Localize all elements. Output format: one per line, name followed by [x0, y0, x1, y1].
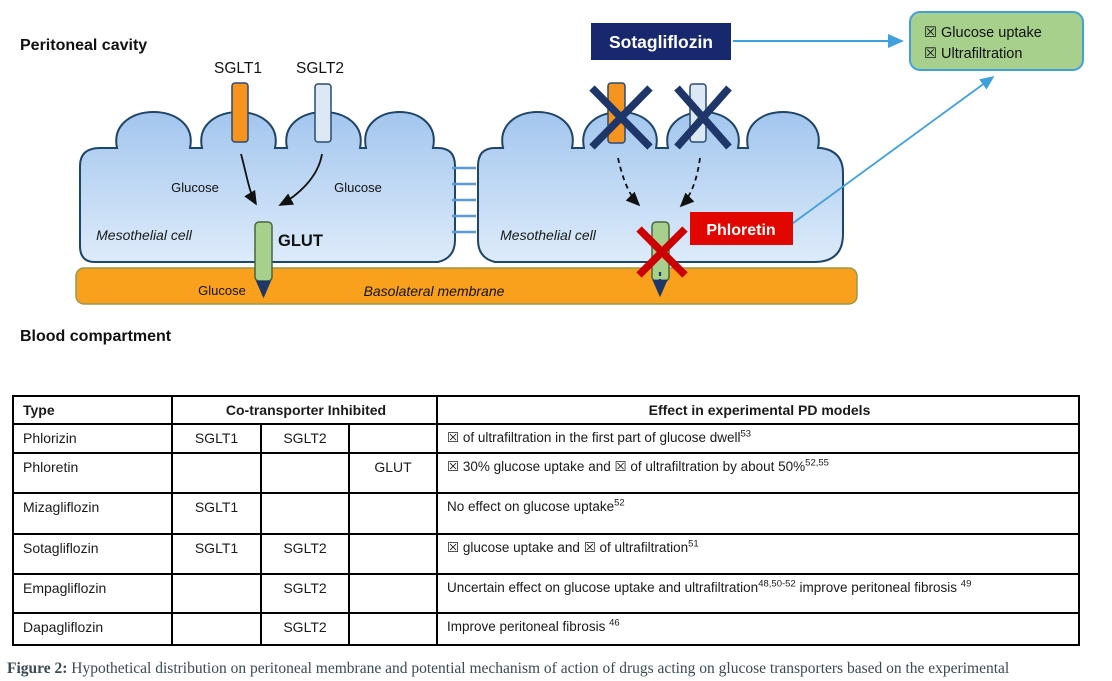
peritoneal-cavity-label: Peritoneal cavity: [20, 37, 148, 54]
table-row: [13, 424, 1079, 453]
mesothelial-cell-label-right: Mesothelial cell: [500, 227, 596, 243]
drug-effects-table: [12, 395, 1080, 646]
glut-label: GLUT: [278, 232, 323, 250]
glut-transporter-left: [255, 222, 272, 281]
table-row: [13, 574, 1079, 613]
sglt2-label: SGLT2: [296, 60, 344, 77]
outcome-line-ultrafiltration: ☒ Ultrafiltration: [924, 46, 1023, 62]
sotagliflozin-label: Sotagliflozin: [608, 32, 714, 52]
effect-cell: ☒ glucose uptake and ☒ of ultrafiltration$^{51}$: [437, 534, 1079, 574]
header-type: Type: [13, 396, 172, 424]
blood-compartment-label: Blood compartment: [20, 328, 172, 345]
effect-cell: ☒ 30% glucose uptake and ☒ of ultrafiltration by about 50%$^{52,55}$: [437, 453, 1079, 493]
inhibited-cell: GLUT: [349, 453, 437, 493]
inhibited-cell: SGLT2: [261, 613, 349, 645]
effect-cell: ☒ of ultrafiltration in the first part of glucose dwell$^{53}$: [437, 424, 1079, 453]
figure-caption: [7, 660, 1107, 678]
inhibited-cell: SGLT1: [172, 493, 261, 534]
glucose-label-left: Glucose: [171, 180, 219, 195]
effect-cell: No effect on glucose uptake$^{52}$: [437, 493, 1079, 534]
figure-caption-text: Hypothetical distribution on peritoneal membrane and potential mechanism of action of drugs acting on glucose transporters based on the experimental: [67, 660, 1010, 677]
type-cell: Phlorizin: [13, 424, 172, 453]
effect-cell: Improve peritoneal fibrosis $^{46}$: [437, 613, 1079, 645]
figure-caption-label: Figure 2:: [7, 660, 68, 677]
sglt1-transporter-left: [232, 83, 248, 142]
table-row: [13, 453, 1079, 493]
table-row: [13, 493, 1079, 534]
inhibited-cell: [261, 453, 349, 493]
glucose-label-right: Glucose: [334, 180, 382, 195]
inhibited-cell: [349, 574, 437, 613]
type-cell: Mizagliflozin: [13, 493, 172, 534]
inhibited-cell: [349, 424, 437, 453]
type-cell: Empagliflozin: [13, 574, 172, 613]
header-cotransporter: Co-transporter Inhibited: [172, 396, 437, 424]
inhibited-cell: SGLT1: [172, 424, 261, 453]
type-cell: Phloretin: [13, 453, 172, 493]
inhibited-cell: [261, 493, 349, 534]
sglt1-label: SGLT1: [214, 60, 262, 77]
type-cell: Dapagliflozin: [13, 613, 172, 645]
table-body: [13, 424, 1079, 645]
table-row: [13, 613, 1079, 645]
type-cell: Sotagliflozin: [13, 534, 172, 574]
table-header-row: [13, 396, 1079, 424]
sglt2-transporter-left: [315, 84, 331, 142]
basolateral-membrane-label: Basolateral membrane: [363, 283, 505, 299]
inhibited-cell: [349, 613, 437, 645]
phloretin-label: Phloretin: [706, 222, 776, 239]
inhibited-cell: [349, 534, 437, 574]
inhibited-cell: SGLT2: [261, 424, 349, 453]
glucose-label-membrane: Glucose: [198, 283, 246, 298]
inhibited-cell: [172, 453, 261, 493]
mesothelial-cell-label-left: Mesothelial cell: [96, 227, 192, 243]
inhibited-cell: SGLT2: [261, 534, 349, 574]
inhibited-cell: [349, 493, 437, 534]
inhibited-cell: SGLT2: [261, 574, 349, 613]
inhibited-cell: [172, 613, 261, 645]
outcome-line-glucose-uptake: ☒ Glucose uptake: [924, 25, 1042, 41]
header-effect: Effect in experimental PD models: [437, 396, 1079, 424]
table-row: [13, 534, 1079, 574]
inhibited-cell: [172, 574, 261, 613]
effect-cell: Uncertain effect on glucose uptake and ultrafiltration$^{48,50-52}$ improve peritoneal fibrosis $^{49}$: [437, 574, 1079, 613]
inhibited-cell: SGLT1: [172, 534, 261, 574]
